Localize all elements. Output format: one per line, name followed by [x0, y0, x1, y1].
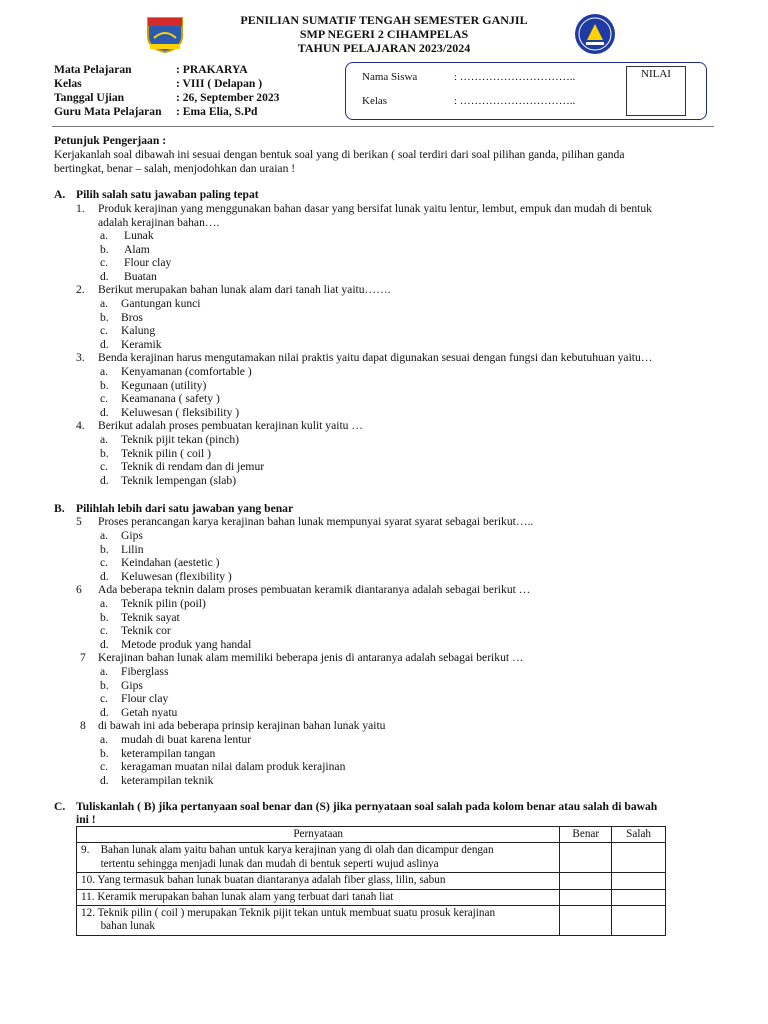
option-text[interactable]: Metode produk yang handal	[121, 638, 252, 651]
section-title: Pilih salah satu jawaban paling tepat	[76, 188, 259, 201]
meta-teacher: Guru Mata Pelajaran : Ema Elia, S.Pd	[54, 105, 258, 118]
option-text[interactable]: Fiberglass	[121, 665, 169, 678]
option-letter: c.	[100, 256, 109, 269]
option-text[interactable]: Keluwesan ( fleksibility )	[121, 406, 240, 419]
option-letter: a.	[100, 365, 109, 378]
option-letter: d.	[100, 706, 109, 719]
answer-false-cell[interactable]	[612, 906, 666, 936]
option-letter: a.	[100, 665, 109, 678]
option-letter: a.	[100, 529, 109, 542]
option-letter: a.	[100, 733, 109, 746]
table-row	[77, 889, 666, 905]
option-text[interactable]: Teknik cor	[121, 624, 171, 637]
meta-subject: Mata Pelajaran : PRAKARYA	[54, 63, 248, 76]
header-title-line1: PENILIAN SUMATIF TENGAH SEMESTER GANJIL	[240, 13, 528, 27]
section-letter: A.	[54, 188, 66, 201]
option-letter: c.	[100, 392, 109, 405]
option-letter: b.	[100, 243, 109, 256]
option-text[interactable]: Kegunaan (utility)	[121, 379, 207, 392]
option-text[interactable]: Kenyamanan (comfortable )	[121, 365, 252, 378]
section-letter: C.	[54, 800, 66, 813]
table-row	[77, 906, 666, 936]
option-letter: b.	[100, 543, 109, 556]
option-text[interactable]: Keindahan (aestetic )	[121, 556, 220, 569]
question-number: 8	[80, 719, 86, 732]
option-text[interactable]: Getah nyatu	[121, 706, 178, 719]
answer-true-cell[interactable]	[560, 843, 612, 873]
option-letter: c.	[100, 624, 109, 637]
option-letter: a.	[100, 297, 109, 310]
option-text[interactable]: Gips	[121, 529, 143, 542]
table-row	[77, 843, 666, 873]
question-text: Kerajinan bahan lunak alam memiliki beberapa jenis di antaranya adalah sebagai berikut …	[98, 651, 524, 664]
option-text[interactable]: Keamanana ( safety )	[121, 392, 220, 405]
option-letter: a.	[100, 433, 109, 446]
answer-false-cell[interactable]	[612, 843, 666, 873]
option-letter: b.	[100, 447, 109, 460]
instructions-text-line2: bertingkat, benar – salah, menjodohkan dan uraian !	[54, 162, 296, 175]
header-school-name: SMP NEGERI 2 CIHAMPELAS	[299, 27, 469, 41]
section-title: Pilihlah lebih dari satu jawaban yang benar	[76, 502, 294, 515]
question-number: 6	[76, 583, 82, 596]
meta-exam-date: Tanggal Ujian : 26, September 2023	[54, 91, 280, 104]
option-letter: d.	[100, 774, 109, 787]
option-text[interactable]: Teknik lempengan (slab)	[121, 474, 237, 487]
question-text: adalah kerajinan bahan….	[98, 216, 220, 229]
column-header-false: Salah	[612, 827, 666, 843]
option-letter: a.	[100, 229, 109, 242]
option-letter: d.	[100, 406, 109, 419]
statement-cell: 10. Yang termasuk bahan lunak buatan diantaranya adalah fiber glass, lilin, sabun	[77, 873, 560, 889]
statement-cell: 9. Bahan lunak alam yaitu bahan untuk karya kerajinan yang di olah dan dicampur dengan tertentu sehingga menjadi lunak dan mudah di bentuk seperti wujud aslinya	[77, 843, 560, 873]
table-header-row	[77, 827, 666, 843]
option-text[interactable]: Teknik di rendam dan di jemur	[121, 460, 265, 473]
option-letter: b.	[100, 611, 109, 624]
question-number: 5	[76, 515, 82, 528]
tut-wuri-handayani-icon	[572, 12, 618, 56]
option-letter: c.	[100, 460, 109, 473]
option-text[interactable]: Teknik pilin (poil)	[121, 597, 206, 610]
answer-true-cell[interactable]	[560, 906, 612, 936]
score-box[interactable]	[626, 66, 686, 116]
question-text: Berikut adalah proses pembuatan kerajinan kulit yaitu …	[98, 419, 363, 432]
section-letter: B.	[54, 502, 65, 515]
option-letter: c.	[100, 692, 109, 705]
answer-false-cell[interactable]	[612, 873, 666, 889]
student-name-label: Nama Siswa	[362, 71, 418, 83]
instructions-title: Petunjuk Pengerjaan :	[54, 134, 167, 147]
option-text[interactable]: Keramik	[121, 338, 162, 351]
question-number: 7	[80, 651, 86, 664]
option-letter: c.	[100, 760, 109, 773]
question-text: Berikut merupakan bahan lunak alam dari tanah liat yaitu…….	[98, 283, 391, 296]
header-academic-year: TAHUN PELAJARAN 2023/2024	[297, 41, 471, 55]
table-row	[77, 873, 666, 889]
section-title: Tuliskanlah ( B) jika pertanyaan soal benar dan (S) jika pernyataan soal salah pada kolom benar atau salah di bawah	[76, 800, 658, 813]
option-letter: c.	[100, 556, 109, 569]
option-text[interactable]: Alam	[124, 243, 150, 256]
option-text[interactable]: keterampilan teknik	[121, 774, 214, 787]
option-text[interactable]: Teknik sayat	[121, 611, 180, 624]
answer-true-cell[interactable]	[560, 873, 612, 889]
answer-true-cell[interactable]	[560, 889, 612, 905]
score-label: NILAI	[641, 68, 671, 80]
question-text: Benda kerajinan harus mengutamakan nilai praktis yaitu dapat digunakan sesuai dengan fungsi dan kebutuhuan yaitu…	[98, 351, 653, 364]
divider	[52, 126, 714, 127]
option-text[interactable]: Teknik pijit tekan (pinch)	[121, 433, 239, 446]
option-text[interactable]: Lunak	[124, 229, 154, 242]
option-text[interactable]: keterampilan tangan	[121, 747, 216, 760]
option-letter: b.	[100, 379, 109, 392]
question-text: Ada beberapa teknin dalam proses pembuatan keramik diantaranya adalah sebagai berikut …	[98, 583, 531, 596]
student-class-field[interactable]: : …………………………..	[454, 95, 576, 107]
option-letter: c.	[100, 324, 109, 337]
option-letter: d.	[100, 338, 109, 351]
answer-false-cell[interactable]	[612, 889, 666, 905]
student-class-label: Kelas	[362, 95, 388, 107]
option-text[interactable]: Keluwesan (flexibility )	[121, 570, 232, 583]
student-name-field[interactable]: : …………………………..	[454, 71, 576, 83]
option-text[interactable]: Buatan	[124, 270, 157, 283]
option-text[interactable]: Teknik pilin ( coil )	[121, 447, 211, 460]
option-letter: a.	[100, 597, 109, 610]
column-header-true: Benar	[560, 827, 612, 843]
question-text: Proses perancangan karya kerajinan bahan lunak mempunyai syarat syarat sebagai berikut…..	[98, 515, 534, 528]
question-number: 4.	[76, 419, 85, 432]
instructions-text-line1: Kerjakanlah soal dibawah ini sesuai dengan bentuk soal yang di berikan ( soal terdiri dari soal pilihan ganda, pilihan ganda	[54, 148, 625, 161]
option-letter: d.	[100, 570, 109, 583]
question-text: di bawah ini ada beberapa prinsip kerajinan bahan lunak yaitu	[98, 719, 386, 732]
statement-cell: 12. Teknik pilin ( coil ) merupakan Teknik pijit tekan untuk membuat suatu prosuk kerajinan bahan lunak	[77, 906, 560, 936]
question-text: Produk kerajinan yang menggunakan bahan dasar yang bersifat lunak yaitu lentur, lembut, empuk dan mudah di bentuk	[98, 202, 652, 215]
option-text[interactable]: Gips	[121, 679, 143, 692]
option-text[interactable]: Bros	[121, 311, 143, 324]
option-letter: b.	[100, 679, 109, 692]
option-letter: d.	[100, 474, 109, 487]
question-number: 1.	[76, 202, 85, 215]
option-letter: b.	[100, 747, 109, 760]
option-letter: b.	[100, 311, 109, 324]
statement-cell: 11. Keramik merupakan bahan lunak alam yang terbuat dari tanah liat	[77, 889, 560, 905]
option-text[interactable]: Kalung	[121, 324, 156, 337]
column-header-statement: Pernyataan	[77, 827, 560, 843]
true-false-table	[76, 826, 666, 936]
option-text[interactable]: Lilin	[121, 543, 144, 556]
option-text[interactable]: Flour clay	[124, 256, 172, 269]
option-text[interactable]: keragaman muatan nilai dalam produk kerajinan	[121, 760, 346, 773]
section-title-continued: ini !	[76, 813, 96, 826]
option-letter: d.	[100, 270, 109, 283]
meta-class: Kelas : VIII ( Delapan )	[54, 77, 263, 90]
question-number: 2.	[76, 283, 85, 296]
option-letter: d.	[100, 638, 109, 651]
question-number: 3.	[76, 351, 85, 364]
option-text[interactable]: Flour clay	[121, 692, 169, 705]
option-text[interactable]: Gantungan kunci	[121, 297, 201, 310]
option-text[interactable]: mudah di buat karena lentur	[121, 733, 252, 746]
